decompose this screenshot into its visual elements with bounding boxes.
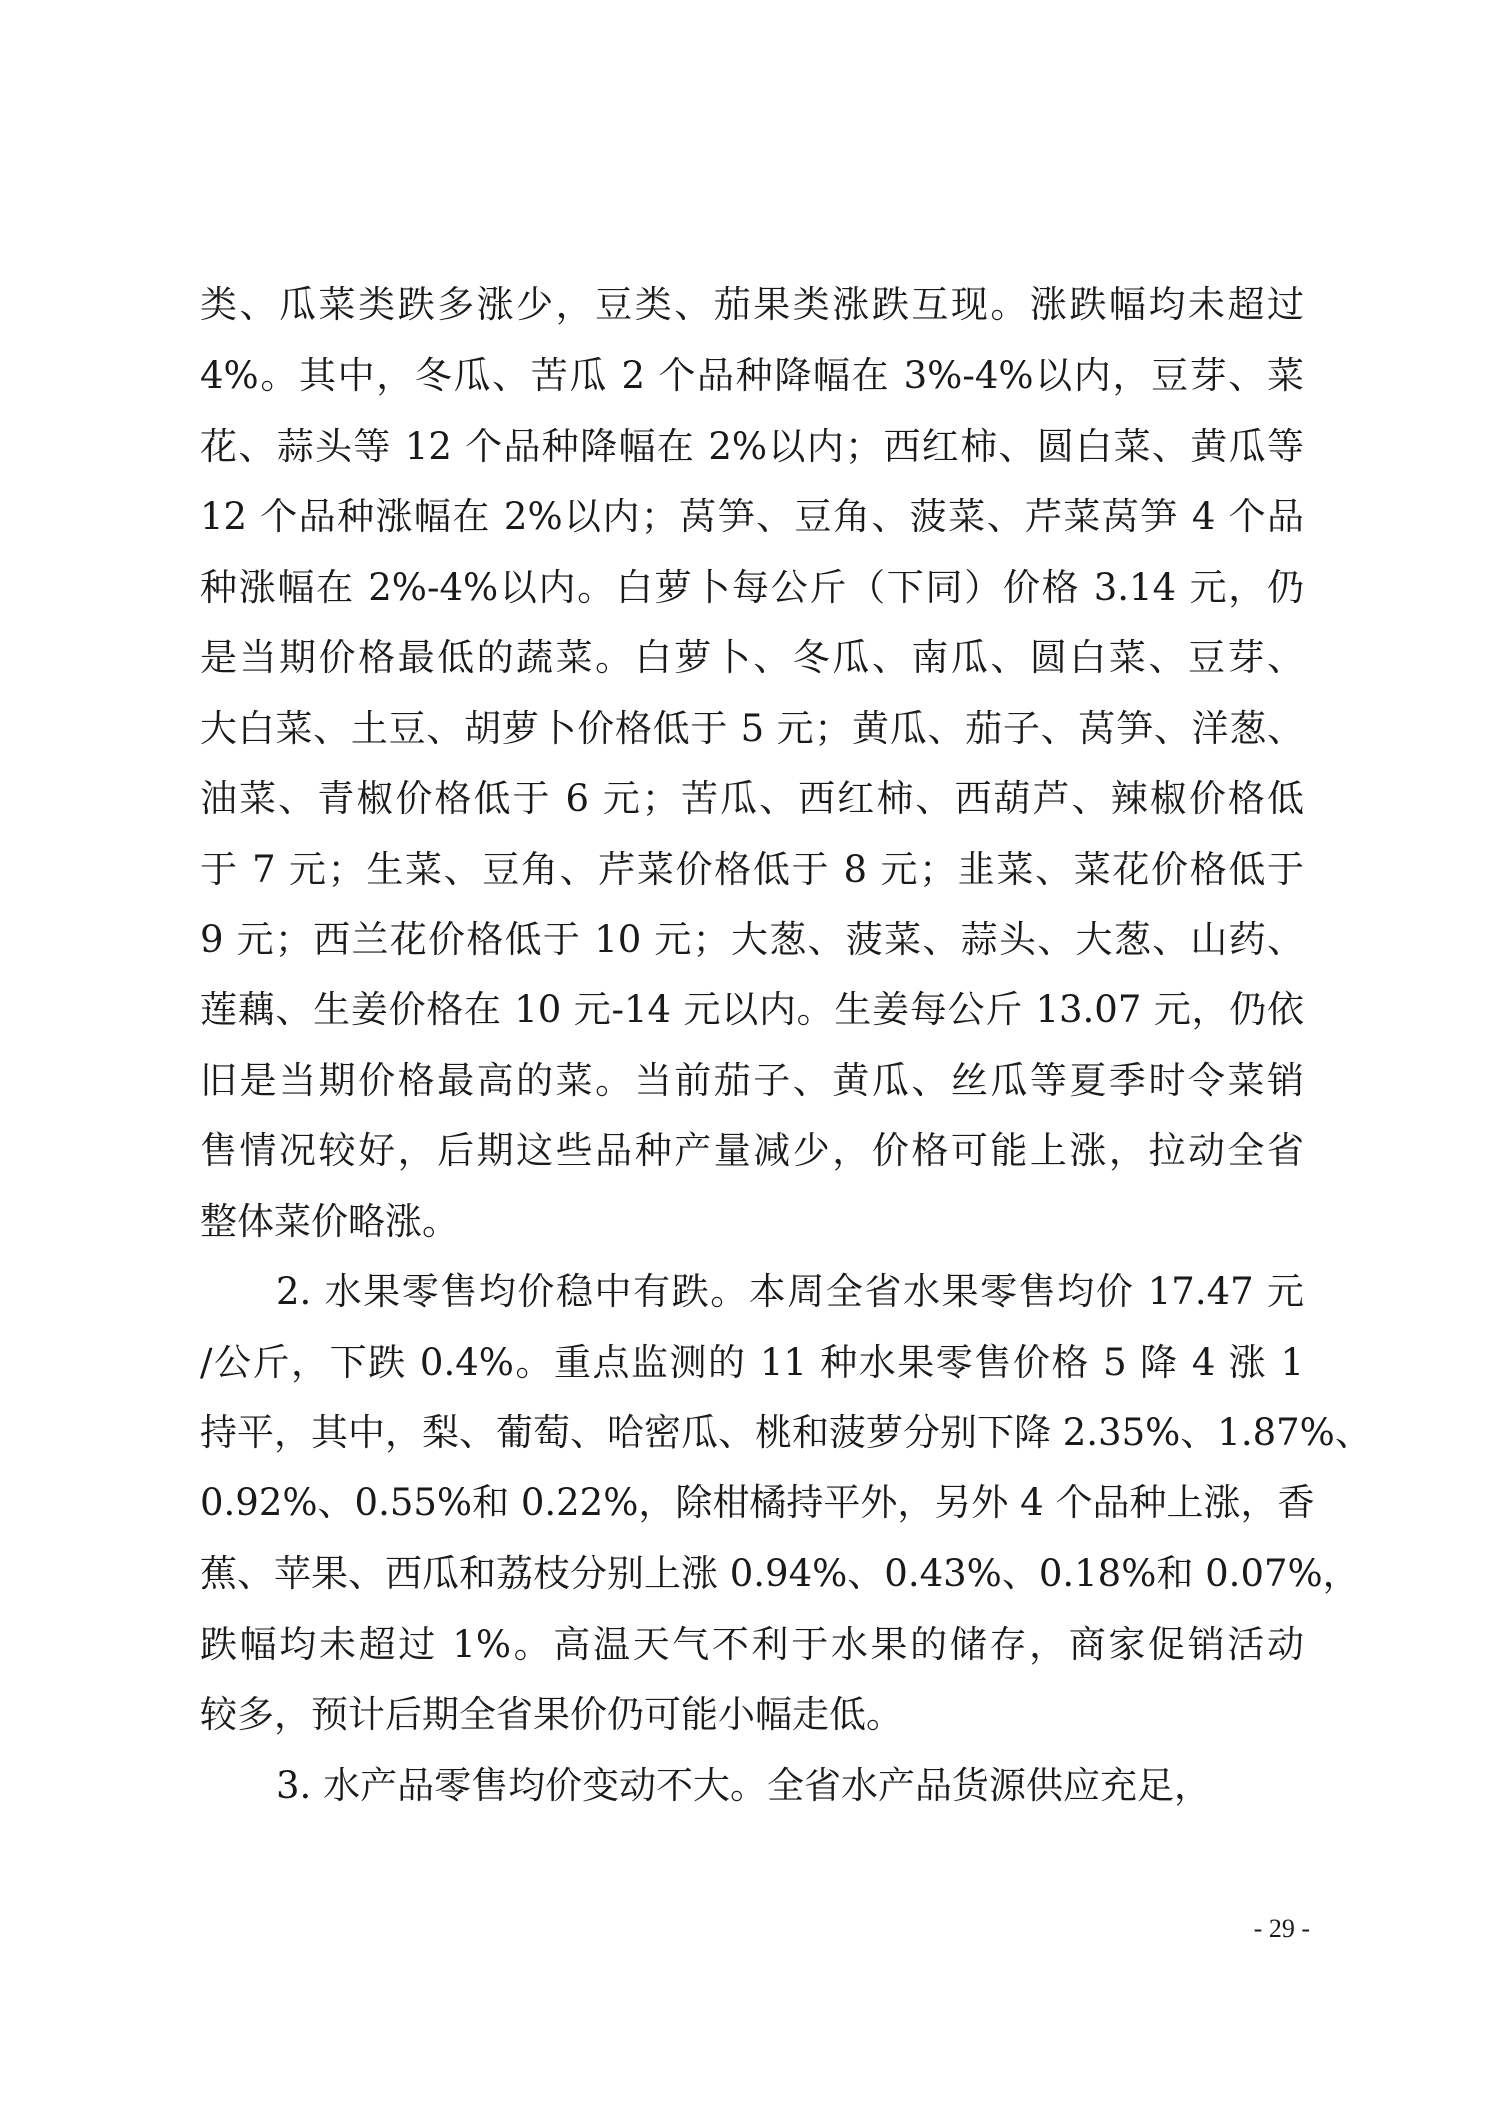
text-line: 于 7 元；生菜、豆角、芹菜价格低于 8 元；韭菜、菜花价格低于: [200, 848, 1304, 891]
text-line: 较多，预计后期全省果价仍可能小幅走低。: [200, 1693, 903, 1736]
text-line: /公斤，下跌 0.4%。重点监测的 11 种水果零售价格 5 降 4 涨 1: [200, 1341, 1304, 1384]
text-line: 蕉、苹果、西瓜和荔枝分别上涨 0.94%、0.43%、0.18%和 0.07%，: [200, 1552, 1360, 1595]
text-line: 莲藕、生姜价格在 10 元-14 元以内。生姜每公斤 13.07 元，仍依: [200, 988, 1304, 1031]
text-line: 售情况较好，后期这些品种产量减少，价格可能上涨，拉动全省: [200, 1129, 1304, 1172]
text-line: 大白菜、土豆、胡萝卜价格低于 5 元；黄瓜、茄子、莴笋、洋葱、: [200, 707, 1304, 750]
text-line: 9 元；西兰花价格低于 10 元；大葱、菠菜、蒜头、大葱、山药、: [200, 918, 1304, 961]
text-line: 是当期价格最低的蔬菜。白萝卜、冬瓜、南瓜、圆白菜、豆芽、: [200, 636, 1304, 679]
text-line: 跌幅均未超过 1%。高温天气不利于水果的储存，商家促销活动: [200, 1623, 1304, 1666]
page-number: - 29 -: [1253, 1914, 1310, 1943]
text-line: 0.92%、0.55%和 0.22%，除柑橘持平外，另外 4 个品种上涨，香: [200, 1481, 1315, 1524]
text-line: 种涨幅在 2%-4%以内。白萝卜每公斤（下同）价格 3.14 元，仍: [200, 566, 1304, 609]
text-line: 持平，其中，梨、葡萄、哈密瓜、桃和菠萝分别下降 2.35%、1.87%、: [200, 1411, 1372, 1454]
section-heading-line: 3. 水产品零售均价变动不大。全省水产品货源供应充足，: [276, 1764, 1212, 1807]
text-line: 旧是当期价格最高的菜。当前茄子、黄瓜、丝瓜等夏季时令菜销: [200, 1059, 1304, 1102]
text-line: 整体菜价略涨。: [200, 1200, 459, 1243]
text-line: 12 个品种涨幅在 2%以内；莴笋、豆角、菠菜、芹菜莴笋 4 个品: [200, 495, 1304, 538]
text-line: 4%。其中，冬瓜、苦瓜 2 个品种降幅在 3%-4%以内，豆芽、菜: [200, 354, 1304, 397]
section-heading-line: 2. 水果零售均价稳中有跌。本周全省水果零售均价 17.47 元: [276, 1270, 1304, 1313]
text-line: 花、蒜头等 12 个品种降幅在 2%以内；西红柿、圆白菜、黄瓜等: [200, 425, 1304, 468]
text-line: 类、瓜菜类跌多涨少，豆类、茄果类涨跌互现。涨跌幅均未超过: [200, 283, 1304, 326]
text-line: 油菜、青椒价格低于 6 元；苦瓜、西红柿、西葫芦、辣椒价格低: [200, 777, 1304, 820]
